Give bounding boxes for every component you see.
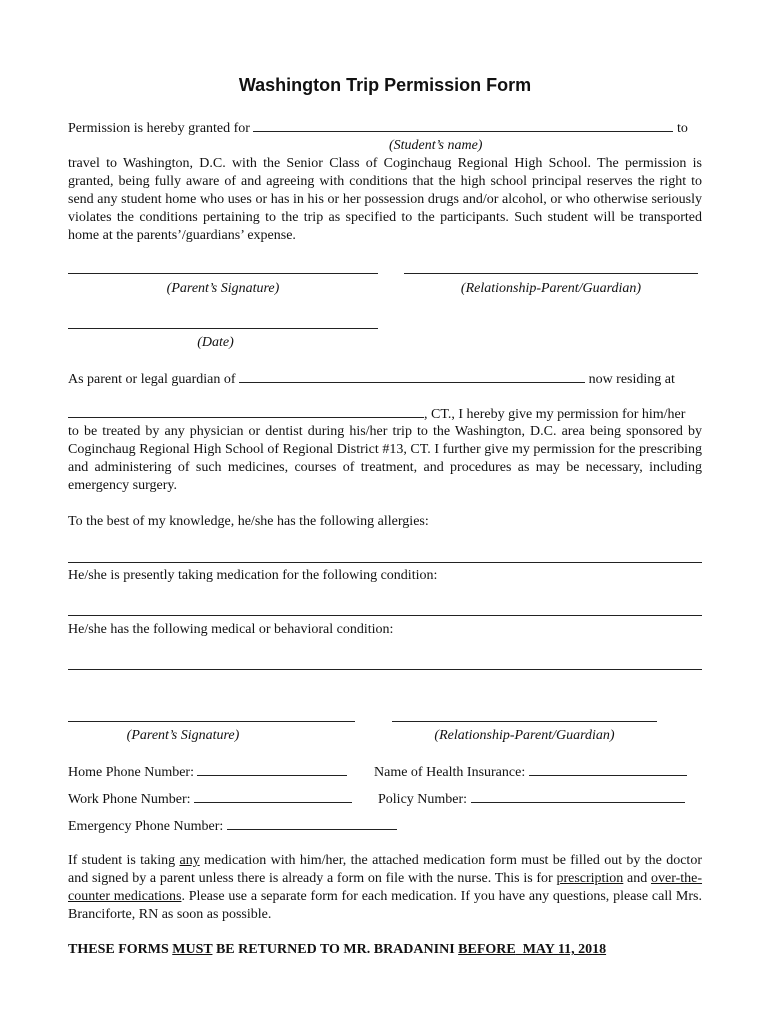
notice-text-2: medication with him/her, the attached medication form must be filled out by the doctor and signed by a parent unless there is already a form on file with the nurse. This is for [68,853,702,886]
emergency-phone-field[interactable] [227,817,397,830]
relationship-caption-2: (Relationship-Parent/Guardian) [434,728,615,743]
student-name-field[interactable] [253,119,673,132]
health-insurance-label: Name of Health Insurance: [374,765,526,780]
parent-signature-caption-1: (Parent’s Signature) [166,281,280,296]
notice-prescription: prescription [556,871,624,886]
notice-otc: over-the-counter medications [68,871,703,904]
notice-text-1: If student is taking [68,853,180,868]
work-phone-field[interactable] [194,790,352,803]
health-insurance-field[interactable] [529,763,687,776]
footer-must: MUST [172,942,213,957]
footer-text-a: THESE FORMS [68,942,173,957]
guardian-student-field[interactable] [239,370,585,383]
date-caption: (Date) [197,335,234,350]
footer-before: BEFORE [458,942,516,957]
return-deadline-notice [68,941,606,959]
medication-notice [68,852,702,924]
permission-granted-line [68,119,688,138]
now-residing-label: now residing at [588,372,675,387]
home-phone-row [68,763,347,782]
emergency-phone-row [68,817,397,836]
condition-line[interactable] [68,669,702,670]
guardian-of-label: As parent or legal guardian of [68,372,236,387]
allergies-label: To the best of my knowledge, he/she has the following allergies: [68,514,429,529]
relationship-line-2[interactable] [392,721,657,722]
relationship-line-1[interactable] [404,273,698,274]
emergency-phone-label: Emergency Phone Number: [68,819,224,834]
medication-line[interactable] [68,615,702,616]
relationship-caption-1: (Relationship-Parent/Guardian) [460,281,642,296]
address-field[interactable] [68,405,424,418]
to-label: to [676,121,688,136]
notice-text-4: . Please use a separate form for each medication. If you have any questions, please call Mrs. Branciforte, RN as soon as possible. [68,889,702,922]
permission-paragraph: travel to Washington, D.C. with the Senior Class of Coginchaug Regional High School. The permission is granted, being fully aware of and agreeing with conditions that the high school principal reserves the right to send any student home who uses or has in his or her possession drugs and/or alcohol, or who otherwise seriously violates the conditions pertaining to the trip as specified to the participants. Such student will be transported home at the parents’/guardians’ expense. [68,156,702,243]
home-phone-field[interactable] [197,763,347,776]
parent-signature-caption-2: (Parent’s Signature) [126,728,240,743]
policy-number-row [378,790,685,809]
home-phone-label: Home Phone Number: [68,765,194,780]
footer-date: MAY 11, 2018 [515,942,607,957]
parent-signature-line-1[interactable] [68,273,378,274]
parent-signature-line-2[interactable] [68,721,355,722]
notice-any: any [179,853,200,868]
condition-label: He/she has the following medical or behavioral condition: [68,622,394,637]
date-line[interactable] [68,328,378,329]
policy-number-label: Policy Number: [378,792,468,807]
address-line [68,405,685,424]
work-phone-row [68,790,352,809]
medication-label: He/she is presently taking medication for the following condition: [68,568,438,583]
granted-for-label: Permission is hereby granted for [68,121,250,136]
policy-number-field[interactable] [471,790,685,803]
student-name-caption: (Student’s name) [389,138,483,153]
work-phone-label: Work Phone Number: [68,792,191,807]
health-insurance-row [374,763,687,782]
form-title: Washington Trip Permission Form [238,75,532,95]
ct-permission-label: , CT., I hereby give my permission for him/her [424,407,686,422]
footer-text-b: BE RETURNED TO MR. BRADANINI [212,942,459,957]
treatment-paragraph: to be treated by any physician or dentist during his/her trip to the Washington, D.C. area being sponsored by Coginchaug Regional High School of Regional District #13, CT. I further give my permission for the prescribing and administering of such medicines, courses of treatment, and procedures as may be necessary, including emergency surgery. [68,424,702,493]
guardian-line [68,370,675,389]
notice-text-3: and [623,871,651,886]
allergies-line[interactable] [68,562,702,563]
